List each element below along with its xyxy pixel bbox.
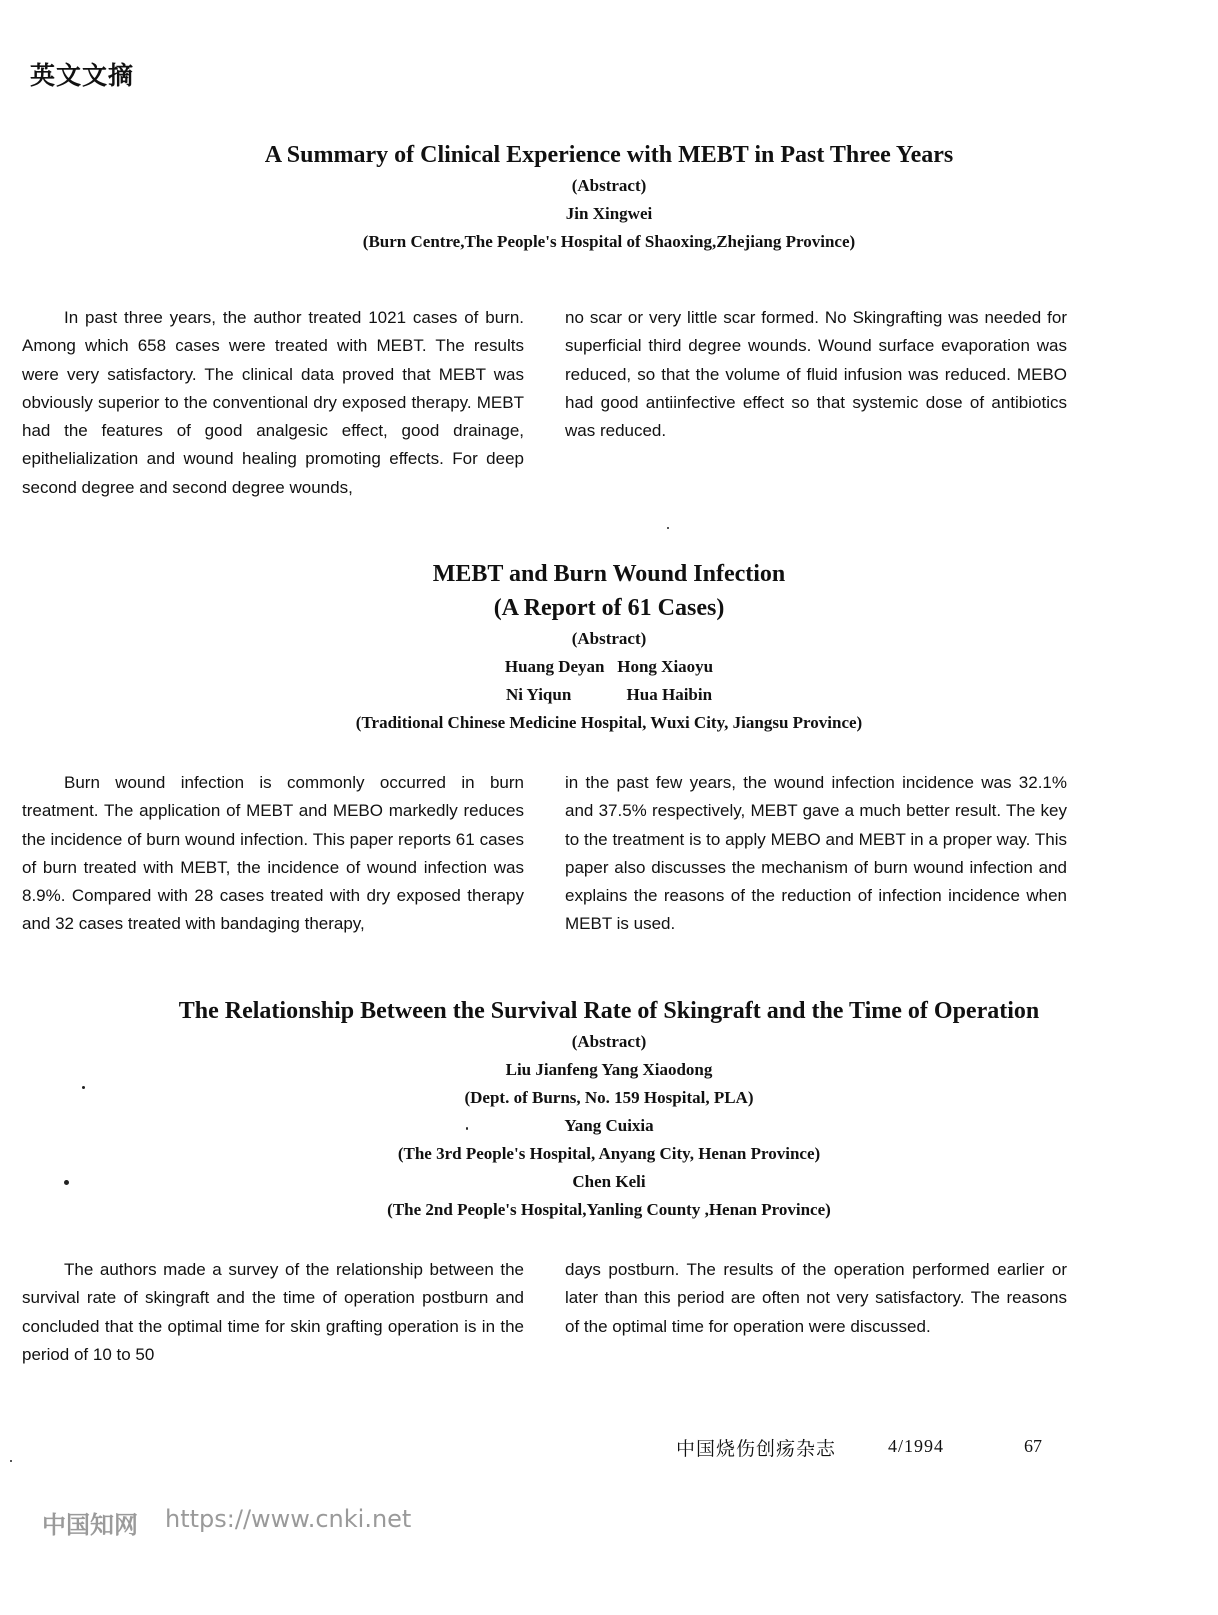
article-affiliation: (The 2nd People's Hospital,Yanling County ,Henan Province) — [387, 1200, 831, 1219]
article-title-line2: (A Report of 61 Cases) — [493, 595, 725, 621]
article-subtitle: (Abstract) — [571, 176, 647, 195]
scan-speck — [10, 1460, 12, 1462]
article-affiliation: (Burn Centre,The People's Hospital of Shaoxing,Zhejiang Province) — [362, 232, 856, 251]
scan-speck — [64, 1180, 69, 1185]
abstract-column-left: Burn wound infection is commonly occurred in burn treatment. The application of MEBT and MEBO markedly reduces the incidence of burn wound infection. This paper reports 61 cases of burn treated with MEBT, the incidence of wound infection was 8.9%. Compared with 28 cases treated with dry exposed therapy and 32 cases treated with bandaging therapy, — [22, 773, 524, 934]
abstract-column-left: The authors made a survey of the relationship between the survival rate of skingraft and the time of operation postburn and concluded that the optimal time for skin grafting operation is in the period of 10 to 50 — [22, 1260, 524, 1364]
footer-journal-name: 中国烧伤创疡杂志 — [676, 1438, 837, 1460]
article-authors-line2: Ni Yiqun Hua Haibin — [505, 685, 713, 704]
abstract-column-right: no scar or very little scar formed. No Skingrafting was needed for superficial third degree wounds. Wound surface evaporation was reduced, so that the volume of fluid infusion was reduced. MEBO had good antiinfective effect so that systemic dose of antibiotics was reduced. — [565, 308, 1067, 441]
article-author: Jin Xingwei — [565, 204, 653, 223]
scan-speck — [82, 1086, 85, 1089]
article-authors: Chen Keli — [572, 1172, 646, 1191]
footer-issue: 4/1994 — [888, 1436, 945, 1456]
article-title: The Relationship Between the Survival Rate of Skingraft and the Time of Operation — [178, 998, 1040, 1024]
abstract-column-left: In past three years, the author treated 1021 cases of burn. Among which 658 cases were treated with MEBT. The results were very satisfactory. The clinical data proved that MEBT was obviously superior to the conventional dry exposed therapy. MEBT had the features of good analgesic effect, good drainage, epithelialization and wound healing promoting effects. For deep second degree and second degree wounds, — [22, 308, 524, 497]
cnki-watermark-logo: 中国知网 — [42, 1511, 138, 1539]
article-affiliation: (The 3rd People's Hospital, Anyang City, Henan Province) — [397, 1144, 821, 1163]
article-subtitle: (Abstract) — [571, 1032, 647, 1051]
article-1-body — [22, 304, 1067, 502]
article-3-body — [22, 1256, 1067, 1369]
footer-page-number: 67 — [1024, 1436, 1042, 1456]
abstract-column-right: in the past few years, the wound infection incidence was 32.1% and 37.5% respectively, MEBT gave a much better result. The key to the treatment is to apply MEBO and MEBT in a proper way. This paper also discusses the mechanism of burn wound infection and explains the reasons of the reduction of infection incidence when MEBT is used. — [565, 773, 1067, 934]
scan-speck — [667, 527, 669, 529]
scan-speck — [466, 1127, 468, 1130]
article-1 — [0, 138, 1218, 256]
article-title: A Summary of Clinical Experience with MEBT in Past Three Years — [264, 142, 954, 168]
article-title: MEBT and Burn Wound Infection — [432, 561, 786, 587]
section-label: 英文文摘 — [30, 61, 135, 90]
article-authors: Liu Jianfeng Yang Xiaodong — [505, 1060, 713, 1079]
article-affiliation: (Traditional Chinese Medicine Hospital, Wuxi City, Jiangsu Province) — [355, 713, 863, 732]
article-3 — [0, 994, 1218, 1224]
article-affiliation: (Dept. of Burns, No. 159 Hospital, PLA) — [464, 1088, 754, 1107]
abstract-column-right: days postburn. The results of the operation performed earlier or later than this period are often not very satisfactory. The reasons of the optimal time for operation were discussed. — [565, 1260, 1067, 1336]
article-2-body — [22, 769, 1067, 939]
article-subtitle: (Abstract) — [571, 629, 647, 648]
article-2 — [0, 557, 1218, 737]
article-authors-line1: Huang Deyan Hong Xiaoyu — [504, 657, 714, 676]
cnki-watermark-url: https://www.cnki.net — [165, 1505, 412, 1533]
article-authors: Yang Cuixia — [564, 1116, 654, 1135]
